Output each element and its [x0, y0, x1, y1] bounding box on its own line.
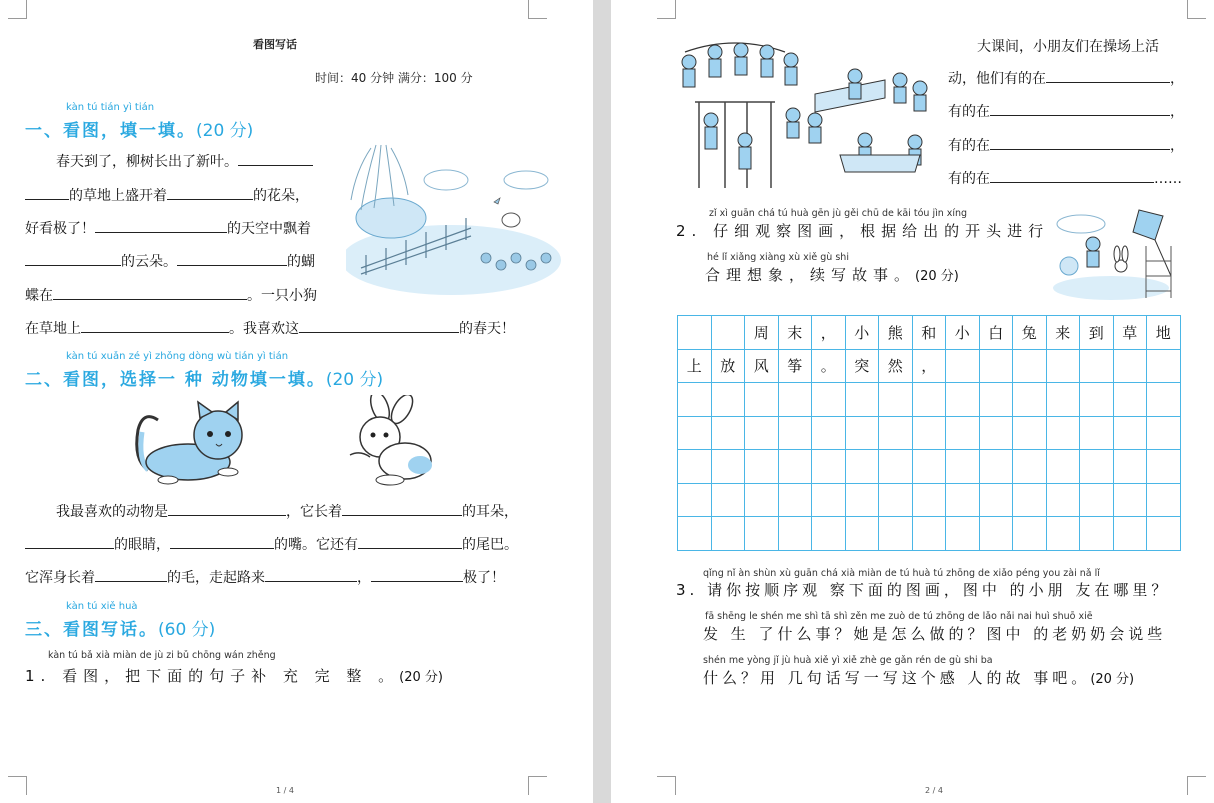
grid-cell[interactable]: 来: [1046, 316, 1080, 350]
grid-cell[interactable]: [979, 483, 1013, 517]
q1-intro-line3: [948, 101, 1184, 121]
grid-cell[interactable]: 地: [1147, 316, 1181, 350]
q2-line2-text: 合理想象，续写故事。: [705, 266, 916, 284]
s1-line5-text-b: 。一只小狗: [247, 288, 317, 304]
s1-line5: [25, 285, 317, 305]
grid-cell[interactable]: [1113, 416, 1147, 450]
s2-line2-text-b: 的嘴。它还有: [274, 537, 358, 553]
grid-row: [678, 517, 1181, 551]
grid-cell[interactable]: [1046, 483, 1080, 517]
grid-cell[interactable]: [979, 383, 1013, 417]
grid-cell[interactable]: [711, 450, 745, 484]
crop-mark: [8, 776, 27, 795]
section3-pinyin: kàn tú xiě huà: [66, 601, 138, 612]
playground-illustration: [675, 40, 941, 192]
s2-line3: [25, 567, 505, 587]
blank[interactable]: [990, 101, 1170, 116]
blank[interactable]: [168, 501, 286, 516]
grid-cell[interactable]: 到: [1080, 316, 1114, 350]
blank[interactable]: [25, 534, 114, 549]
s1-line3: [25, 218, 311, 238]
grid-cell[interactable]: [1147, 349, 1181, 383]
grid-cell[interactable]: [745, 517, 779, 551]
grid-cell[interactable]: [812, 517, 846, 551]
grid-cell[interactable]: [879, 416, 913, 450]
grid-cell[interactable]: [745, 450, 779, 484]
grid-cell[interactable]: [1046, 416, 1080, 450]
q2-pinyin2: hé lǐ xiǎng xiàng xù xiě gù shi: [707, 252, 849, 263]
grid-cell[interactable]: 熊: [879, 316, 913, 350]
grid-cell[interactable]: [1147, 517, 1181, 551]
q2-prompt-line2: [705, 264, 959, 285]
s1-line4-text: 的云朵。: [121, 254, 177, 270]
grid-cell[interactable]: [845, 483, 879, 517]
section1-pinyin: kàn tú tián yì tián: [66, 102, 155, 113]
q3-prompt-line3: [703, 667, 1134, 688]
grid-row: [678, 483, 1181, 517]
q2-score: (20 分): [915, 269, 959, 284]
grid-cell[interactable]: [678, 316, 712, 350]
blank[interactable]: [371, 567, 463, 582]
s2-line1-text-c: 的耳朵，: [462, 504, 518, 520]
intro3-text: 有的在: [948, 104, 990, 120]
grid-cell[interactable]: [979, 416, 1013, 450]
s2-line2-text: 的眼睛，: [114, 537, 170, 553]
q1-intro-line4: [948, 135, 1184, 155]
cat-illustration: [128, 400, 256, 490]
grid-cell[interactable]: [678, 517, 712, 551]
blank[interactable]: [25, 185, 69, 200]
grid-cell[interactable]: [879, 450, 913, 484]
grid-cell[interactable]: [711, 383, 745, 417]
grid-cell[interactable]: [1046, 517, 1080, 551]
blank[interactable]: [95, 567, 167, 582]
grid-cell[interactable]: [745, 483, 779, 517]
grid-cell[interactable]: [812, 383, 846, 417]
document-page-1: [0, 0, 593, 803]
section2-score: (20 分): [325, 370, 384, 390]
blank[interactable]: [167, 185, 253, 200]
s2-line3-text-d: 极了！: [463, 570, 505, 586]
grid-cell[interactable]: 上: [678, 349, 712, 383]
section1-score: (20 分): [196, 121, 254, 141]
grid-cell[interactable]: [1113, 483, 1147, 517]
grid-cell[interactable]: [678, 383, 712, 417]
blank[interactable]: [1046, 68, 1170, 83]
grid-cell[interactable]: [1013, 416, 1047, 450]
grid-cell[interactable]: [1147, 450, 1181, 484]
grid-cell[interactable]: [711, 316, 745, 350]
grid-cell[interactable]: [1080, 483, 1114, 517]
s2-line2: [25, 534, 518, 554]
s2-line1-text-b: ，它长着: [286, 504, 342, 520]
blank[interactable]: [299, 318, 459, 333]
page-title: 看图写话: [253, 38, 297, 51]
s1-line4: [25, 251, 315, 271]
grid-cell[interactable]: [845, 383, 879, 417]
grid-cell[interactable]: [912, 483, 946, 517]
grid-cell[interactable]: [1013, 450, 1047, 484]
grid-cell[interactable]: [778, 416, 812, 450]
grid-cell[interactable]: 。: [812, 349, 846, 383]
s2-line3-text: 它浑身长着: [25, 570, 95, 586]
page-gutter: [593, 0, 611, 803]
grid-cell[interactable]: [946, 517, 980, 551]
section3-score: (60 分): [158, 620, 216, 640]
crop-mark: [1187, 0, 1206, 19]
grid-cell[interactable]: [678, 483, 712, 517]
s2-line3-text-c: ，: [357, 570, 371, 586]
grid-cell[interactable]: 小: [845, 316, 879, 350]
grid-cell[interactable]: [946, 416, 980, 450]
blank[interactable]: [25, 251, 121, 266]
grid-cell[interactable]: ，: [812, 316, 846, 350]
grid-cell[interactable]: 周: [745, 316, 779, 350]
s1-line5-text: 蝶在: [25, 288, 53, 304]
grid-row: [678, 416, 1181, 450]
q3-line3-text: 什么？用 几句话写一写这个感 人的故 事吧。: [703, 669, 1091, 687]
intro2-text: 动，他们有的在: [948, 71, 1046, 87]
grid-cell[interactable]: [879, 483, 913, 517]
grid-cell[interactable]: 白: [979, 316, 1013, 350]
blank[interactable]: [95, 218, 227, 233]
comma: ，: [1170, 138, 1184, 154]
grid-row: [678, 450, 1181, 484]
q3-prompt-line2: 发 生 了什么事？她是怎么做的？图中 的老奶奶会说些: [703, 625, 1167, 643]
grid-cell[interactable]: [1113, 349, 1147, 383]
grid-cell[interactable]: [979, 349, 1013, 383]
grid-cell[interactable]: [1080, 416, 1114, 450]
s2-line2-text-c: 的尾巴。: [462, 537, 518, 553]
q1-prompt: [25, 665, 443, 686]
grid-cell[interactable]: [711, 517, 745, 551]
grid-cell[interactable]: 风: [745, 349, 779, 383]
blank[interactable]: [342, 501, 462, 516]
s2-line1-text: 我最喜欢的动物是: [56, 504, 168, 520]
ellipsis: ……: [1154, 171, 1182, 187]
intro4-text: 有的在: [948, 138, 990, 154]
section3-heading-text: 三、看图写话。: [25, 620, 158, 640]
q3-pinyin3: shén me yòng jǐ jù huà xiě yì xiě zhè ge gǎn rén de gù shi ba: [703, 655, 993, 666]
grid-cell[interactable]: [1113, 517, 1147, 551]
grid-cell[interactable]: [1147, 483, 1181, 517]
grid-cell[interactable]: [812, 416, 846, 450]
s1-line3-text: 好看极了！: [25, 221, 95, 237]
grid-cell[interactable]: 草: [1113, 316, 1147, 350]
writing-grid: [677, 315, 1181, 551]
grid-cell[interactable]: 筝: [778, 349, 812, 383]
grid-cell[interactable]: 然: [879, 349, 913, 383]
time-score-meta: 时间：40 分钟 满分：100 分: [315, 71, 473, 85]
blank[interactable]: [990, 135, 1170, 150]
section2-pinyin: kàn tú xuǎn zé yì zhǒng dòng wù tián yì tián: [66, 351, 289, 362]
s1-line6-text-b: 。我喜欢这: [229, 321, 299, 337]
q3-pinyin2: fā shēng le shén me shì tā shì zěn me zuò de tú zhōng de lǎo nǎi nai huì shuō xiē: [705, 611, 1093, 622]
blank[interactable]: [990, 168, 1154, 183]
grid-cell[interactable]: [778, 517, 812, 551]
grid-cell[interactable]: [812, 483, 846, 517]
document-page-2: [611, 0, 1214, 803]
grid-cell[interactable]: [1113, 450, 1147, 484]
blank[interactable]: [238, 151, 313, 166]
grid-cell[interactable]: 末: [778, 316, 812, 350]
grid-cell[interactable]: [979, 450, 1013, 484]
grid-cell[interactable]: [678, 450, 712, 484]
grid-row: [678, 349, 1181, 383]
grid-cell[interactable]: [979, 517, 1013, 551]
q2-prompt-line1: 2. 仔细观察图画，根据给出的开头进行: [676, 222, 1050, 240]
crop-mark: [657, 776, 676, 795]
s1-line6-text-c: 的春天！: [459, 321, 515, 337]
grid-cell[interactable]: [912, 416, 946, 450]
s1-line3-text-b: 的天空中飘着: [227, 221, 311, 237]
grid-cell[interactable]: 兔: [1013, 316, 1047, 350]
grid-cell[interactable]: [1046, 383, 1080, 417]
q1-score: (20 分): [399, 670, 443, 685]
grid-cell[interactable]: [1147, 383, 1181, 417]
grid-cell[interactable]: [1013, 383, 1047, 417]
page-number: 1 / 4: [276, 786, 294, 795]
grid-cell[interactable]: [1046, 349, 1080, 383]
blank[interactable]: [358, 534, 462, 549]
kite-illustration: [1051, 206, 1191, 302]
q1-intro-line5: [948, 168, 1182, 188]
blank[interactable]: [170, 534, 274, 549]
comma: ，: [1170, 71, 1184, 87]
grid-cell[interactable]: [1013, 483, 1047, 517]
grid-cell[interactable]: [879, 517, 913, 551]
grid-cell[interactable]: [1080, 450, 1114, 484]
grid-cell[interactable]: [946, 450, 980, 484]
grid-cell[interactable]: 突: [845, 349, 879, 383]
s2-line3-text-b: 的毛，走起路来: [167, 570, 265, 586]
s1-line2: [25, 185, 309, 205]
blank[interactable]: [53, 285, 247, 300]
s1-line6: [25, 318, 515, 338]
grid-cell[interactable]: [745, 416, 779, 450]
grid-cell[interactable]: [1113, 383, 1147, 417]
rabbit-illustration: [340, 395, 440, 490]
grid-row: [678, 383, 1181, 417]
grid-cell[interactable]: [778, 483, 812, 517]
q1-intro-line1: 大课间，小朋友们在操场上活: [977, 39, 1159, 55]
blank[interactable]: [265, 567, 357, 582]
grid-cell[interactable]: [1080, 383, 1114, 417]
grid-cell[interactable]: [845, 517, 879, 551]
q3-prompt-line1: 3. 请你按顺序观 察下面的图画，图中 的小朋 友在哪里？: [676, 581, 1171, 599]
grid-cell[interactable]: [946, 483, 980, 517]
q1-pinyin: kàn tú bǎ xià miàn de jù zi bǔ chōng wán zhěng: [48, 650, 276, 661]
grid-cell[interactable]: [812, 450, 846, 484]
grid-cell[interactable]: [912, 450, 946, 484]
grid-cell[interactable]: [778, 383, 812, 417]
grid-cell[interactable]: [1046, 450, 1080, 484]
s1-line4-text-b: 的蝴: [287, 254, 315, 270]
grid-cell[interactable]: [879, 383, 913, 417]
grid-cell[interactable]: [678, 416, 712, 450]
spring-scene-illustration: [346, 140, 564, 298]
section1-heading-text: 一、看图，填一填。: [25, 121, 196, 141]
grid-cell[interactable]: [1080, 517, 1114, 551]
s1-line6-text: 在草地上: [25, 321, 81, 337]
s2-line1: [56, 501, 518, 521]
q2-pinyin: zǐ xì guān chá tú huà gēn jù gěi chū de kāi tóu jìn xíng: [709, 208, 968, 219]
blank[interactable]: [81, 318, 229, 333]
grid-cell[interactable]: [1080, 349, 1114, 383]
grid-cell[interactable]: [946, 383, 980, 417]
grid-cell[interactable]: [912, 383, 946, 417]
section3-heading: [25, 615, 215, 640]
grid-cell[interactable]: [711, 416, 745, 450]
grid-cell[interactable]: [1147, 416, 1181, 450]
grid-cell[interactable]: 和: [912, 316, 946, 350]
section2-heading-text: 二、看图，选择一 种 动物填一填。: [25, 370, 326, 390]
grid-row: [678, 316, 1181, 350]
s1-line2-text: 的草地上盛开着: [69, 188, 167, 204]
page-number: 2 / 4: [925, 786, 943, 795]
q1-prompt-text: 1. 看图，把下面的句子补 充 完 整 。: [25, 667, 400, 685]
grid-cell[interactable]: 小: [946, 316, 980, 350]
grid-cell[interactable]: [946, 349, 980, 383]
section1-heading: [25, 116, 253, 141]
comma: ，: [1170, 104, 1184, 120]
grid-cell[interactable]: [845, 450, 879, 484]
crop-mark: [8, 0, 27, 19]
grid-cell[interactable]: [912, 517, 946, 551]
blank[interactable]: [177, 251, 287, 266]
intro5-text: 有的在: [948, 171, 990, 187]
grid-cell[interactable]: [711, 483, 745, 517]
crop-mark: [528, 776, 547, 795]
q1-intro-line2: [948, 68, 1184, 88]
grid-cell[interactable]: [845, 416, 879, 450]
q3-score: (20 分): [1090, 672, 1135, 687]
section2-heading: [25, 365, 383, 390]
crop-mark: [657, 0, 676, 19]
s1-line2-text-b: 的花朵，: [253, 188, 309, 204]
grid-cell[interactable]: [778, 450, 812, 484]
crop-mark: [528, 0, 547, 19]
crop-mark: [1187, 776, 1206, 795]
s1-line1-text: 春天到了，柳树长出了新叶。: [56, 154, 238, 170]
s1-line1: [56, 151, 313, 171]
q3-pinyin1: qǐng nǐ àn shùn xù guān chá xià miàn de tú huà tú zhōng de xiǎo péng you zài nǎ lǐ: [703, 568, 1100, 579]
grid-cell[interactable]: ，: [912, 349, 946, 383]
grid-cell[interactable]: [1013, 349, 1047, 383]
grid-cell[interactable]: [1013, 517, 1047, 551]
grid-cell[interactable]: 放: [711, 349, 745, 383]
grid-cell[interactable]: [745, 383, 779, 417]
